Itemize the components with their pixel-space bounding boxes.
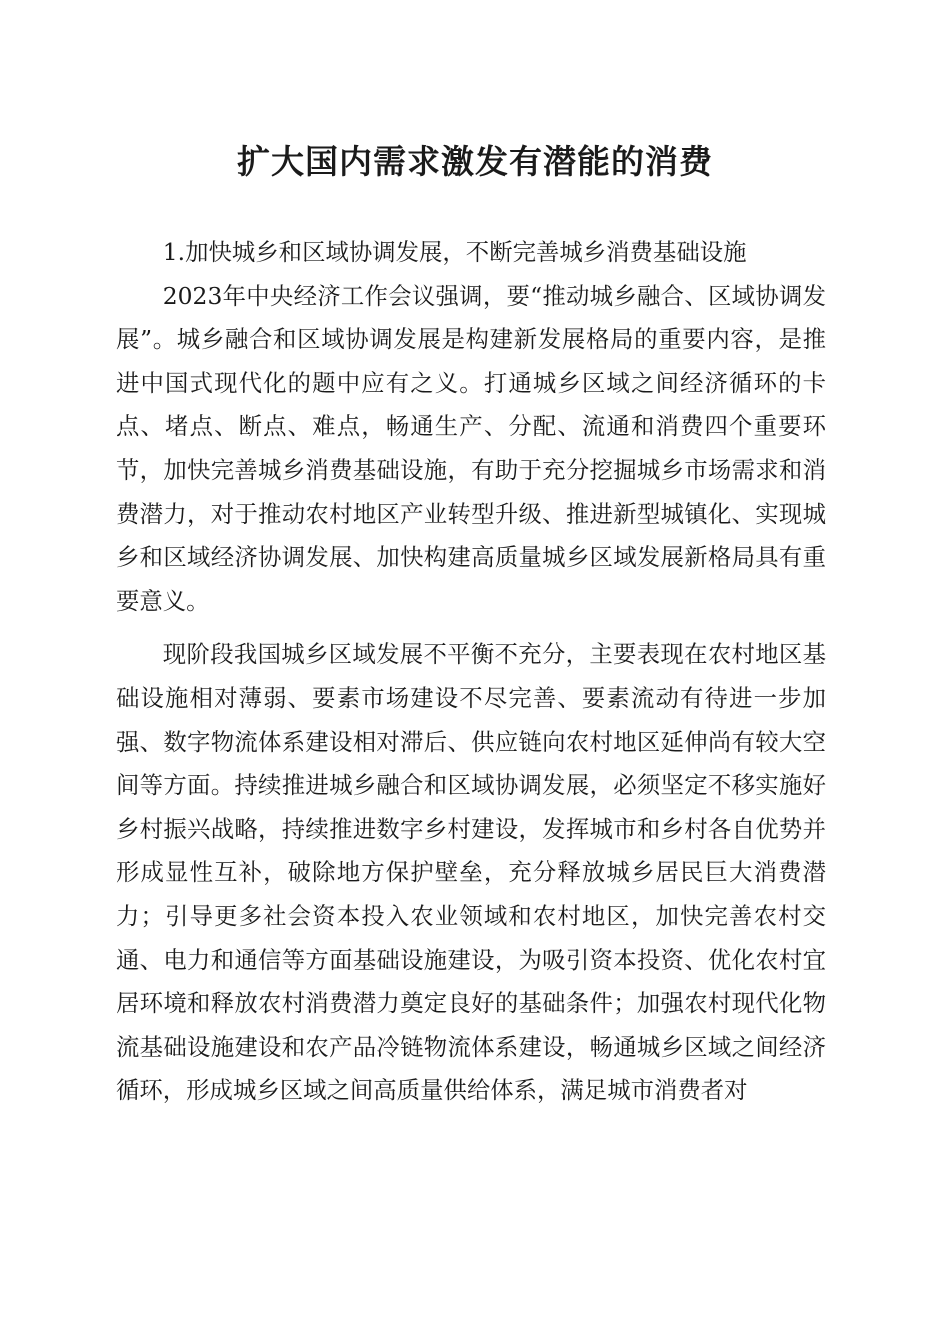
paragraph-1: 2023年中央经济工作会议强调，要“推动城乡融合、区域协调发展”。城乡融合和区域协调发展是构建新发展格局的重要内容，是推进中国式现代化的题中应有之义。打通城乡区域之间经济循环的卡点、堵点、断点、难点，畅通生产、分配、流通和消费四个重要环节，加快完善城乡消费基础设施，有助于充分挖掘城乡市场需求和消费潜力，对于推动农村地区产业转型升级、推进新型城镇化、实现城乡和区域经济协调发展、加快构建高质量城乡区域发展新格局具有重要意义。 [116, 281, 826, 615]
section-heading: 1.加快城乡和区域协调发展，不断完善城乡消费基础设施 [162, 238, 747, 266]
paragraph-2: 现阶段我国城乡区域发展不平衡不充分，主要表现在农村地区基础设施相对薄弱、要素市场建设不尽完善、要素流动有待进一步加强、数字物流体系建设相对滞后、供应链向农村地区延伸尚有较大空间等方面。持续推进城乡融合和区域协调发展，必须坚定不移实施好乡村振兴战略，持续推进数字乡村建设，发挥城市和乡村各自优势并形成显性互补，破除地方保护壁垒，充分释放城乡居民巨大消费潜力；引导更多社会资本投入农业领域和农村地区，加快完善农村交通、电力和通信等方面基础设施建设，为吸引资本投资、优化农村宜居环境和释放农村消费潜力奠定良好的基础条件；加强农村现代化物流基础设施建设和农产品冷链物流体系建设，畅通城乡区域之间经济循环，形成城乡区域之间高质量供给体系，满足城市消费者对 [116, 640, 826, 1105]
document-title: 扩大国内需求激发有潜能的消费 [237, 142, 713, 181]
document-body [116, 231, 826, 1113]
